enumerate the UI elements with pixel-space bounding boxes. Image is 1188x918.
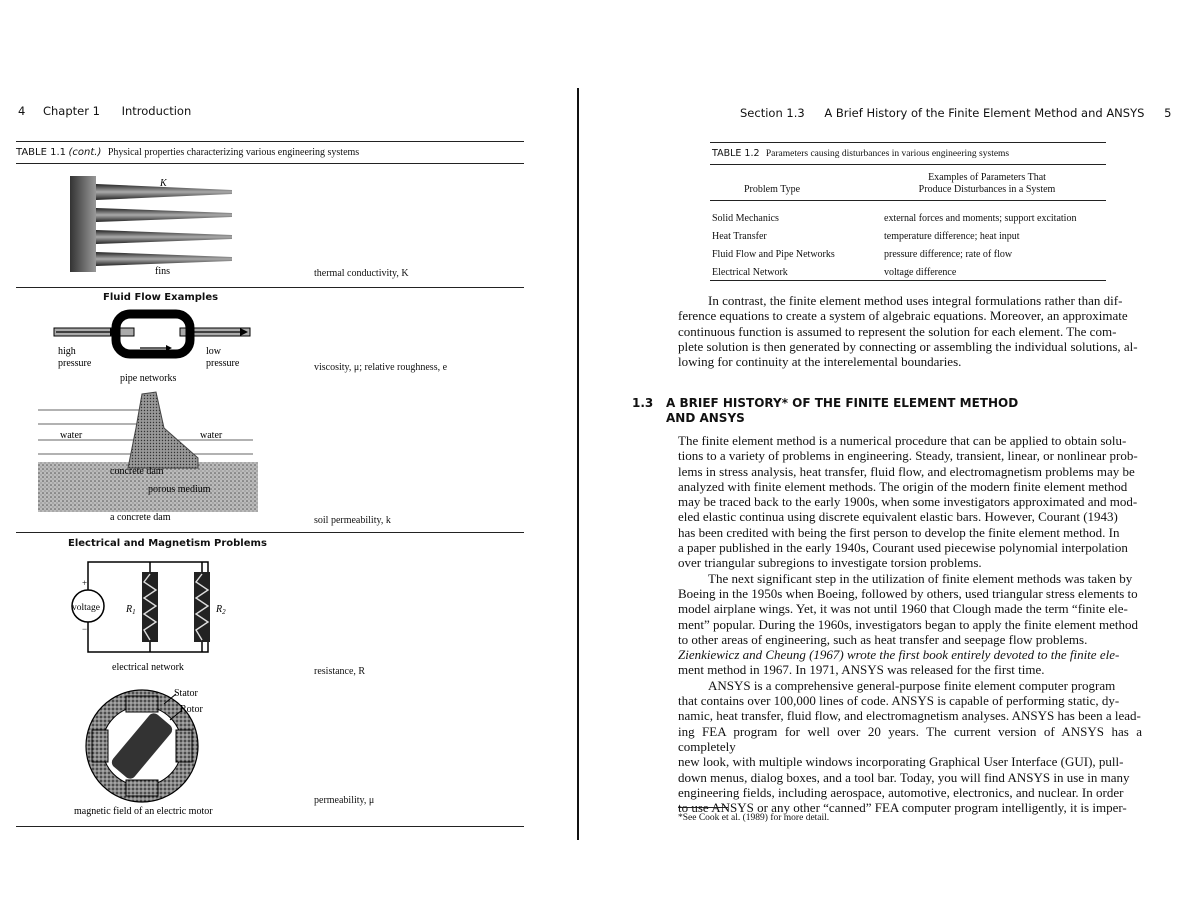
footnote: *See Cook et al. (1989) for more detail. — [678, 813, 830, 823]
fin-base — [70, 176, 96, 272]
row-rule-2 — [16, 532, 524, 533]
body-line: to use ANSYS or any other “canned” FEA computer program intelligently, it is imper- — [678, 800, 1127, 816]
table12-header-rule — [710, 200, 1106, 201]
motor-property: permeability, μ — [314, 795, 375, 806]
table12-caption-rule — [710, 164, 1106, 165]
body-line: The finite element method is a numerical procedure that can be applied to obtain solu- — [678, 433, 1127, 448]
fin-3 — [96, 230, 232, 244]
row-type: Electrical Network — [712, 266, 788, 278]
pipe-network-illustration — [40, 308, 270, 388]
rotor-label: Rotor — [180, 704, 203, 715]
row-type: Fluid Flow and Pipe Networks — [712, 248, 835, 260]
intro-paragraph — [678, 293, 1142, 369]
table-row — [712, 209, 1076, 227]
intro-line: continuous function is assumed to represent the solution for each element. The com- — [678, 323, 1117, 339]
body-line: Zienkiewicz and Cheung (1967) wrote the first book entirely devoted to the finite ele- — [678, 647, 1120, 663]
intro-line: plete solution is then generated by connecting or assembling the individual solutions, al- — [678, 338, 1138, 354]
body-line: tions to a variety of problems in engineering. Steady, transient, linear, or nonlinear prob- — [678, 448, 1138, 464]
r2-label: R — [216, 604, 223, 615]
body-line: to other areas of engineering, such as heat transfer and seepage flow problems. — [678, 631, 1088, 647]
section-heading — [632, 396, 1019, 426]
table12-bottom-rule — [710, 280, 1106, 281]
history-body — [678, 433, 1142, 815]
fluid-heading: Fluid Flow Examples — [103, 292, 219, 303]
electrical-property: resistance, R — [314, 666, 366, 677]
body-line: lems in stress analysis, heat transfer, fluid flow, and electromagnetism problems may be — [678, 463, 1135, 479]
fins-property: thermal conductivity, K — [314, 268, 409, 279]
row-params: external forces and moments; support excitation — [884, 212, 1077, 224]
section-title-line1: A BRIEF HISTORY* OF THE FINITE ELEMENT METHOD — [666, 396, 1019, 410]
dam-illustration — [38, 388, 258, 524]
label-pressure-left: pressure — [58, 358, 92, 369]
fin-4 — [96, 252, 232, 266]
chapter-label: Chapter 1 — [42, 104, 100, 118]
motor-illustration — [60, 680, 240, 820]
svg-text:R1 — [125, 604, 136, 616]
row-params: temperature difference; heat input — [884, 230, 1020, 242]
plus-label: + — [82, 578, 88, 588]
minus-label: − — [82, 624, 88, 634]
row-params: pressure difference; rate of flow — [884, 248, 1013, 260]
dam-body — [128, 392, 198, 468]
section-title-line2: AND ANSYS — [666, 411, 745, 425]
body-line: may be traced back to the early 1900s, when some investigators approximated and mod- — [678, 494, 1138, 510]
body-line: model airplane wings. Yet, it was not until 1960 that Clough made the term “finite ele- — [678, 601, 1128, 617]
intro-line: In contrast, the finite element method uses integral formulations rather than dif- — [708, 293, 1123, 308]
label-water-left: water — [60, 430, 83, 441]
label-porous: porous medium — [148, 484, 211, 495]
table11-cont: (cont.) — [68, 147, 102, 158]
electrical-network-illustration — [58, 556, 248, 676]
pipe-caption: pipe networks — [120, 373, 177, 384]
body-line: analyzed with finite element methods. The origin of the modern finite element method — [678, 478, 1128, 494]
left-running-head — [18, 104, 191, 118]
body-line: engineering fields, including aerospace, automotive, electronics, and nuclear. In order — [678, 784, 1124, 800]
page-spine — [577, 88, 579, 840]
electrical-caption: electrical network — [112, 662, 184, 673]
row-type: Solid Mechanics — [712, 212, 779, 224]
body-line: ANSYS is a comprehensive general-purpose finite element computer program — [708, 677, 1116, 693]
voltage-label: voltage — [72, 603, 100, 613]
dam-property: soil permeability, k — [314, 515, 391, 526]
table12-body — [712, 209, 1076, 281]
pipe-property: viscosity, μ; relative roughness, e — [314, 362, 448, 373]
table12-col2-header — [912, 172, 1062, 196]
body-line: namic, heat transfer, fluid flow, and electromagnetism analyses. ANSYS has been a lead- — [678, 708, 1141, 724]
table12-col1-header: Problem Type — [744, 184, 801, 195]
fins-caption: fins — [155, 266, 170, 277]
dam-caption: a concrete dam — [110, 512, 171, 523]
table12-caption: Parameters causing disturbances in various engineering systems — [765, 149, 1010, 159]
body-line: new look, with multiple windows incorporating Graphical User Interface (GUI), pull- — [678, 754, 1124, 770]
intro-line: ference equations to create a system of algebraic equations. Moreover, an approximate — [678, 308, 1128, 324]
body-line: Boeing in the 1950s when Boeing, followed by others, used triangular stress elements to — [678, 585, 1138, 601]
label-water-right: water — [200, 430, 223, 441]
table-bottom-rule — [16, 826, 524, 827]
footnote-rule — [678, 807, 728, 808]
table11-caption-line — [16, 147, 359, 158]
row-params: voltage difference — [884, 266, 957, 278]
table12-caption-line — [712, 148, 1009, 159]
table-top-rule — [16, 141, 524, 142]
right-running-head — [740, 106, 1171, 120]
section-header-title: A Brief History of the Finite Element Method and ANSYS — [824, 106, 1145, 120]
r2-subscript: 2 — [222, 608, 226, 616]
stator-label: Stator — [174, 688, 198, 699]
row-rule-1 — [16, 287, 524, 288]
fins-k-label: K — [160, 178, 167, 189]
fin-2 — [96, 208, 232, 222]
body-line: ing FEA program for well over 20 years. The current version of ANSYS has a completely — [678, 723, 1142, 754]
col2-header-line1: Examples of Parameters That — [928, 172, 1046, 183]
body-line: ment” popular. During the 1960s, investigators began to apply the finite element method — [678, 616, 1138, 632]
chapter-title: Introduction — [121, 104, 192, 118]
table-header-rule — [16, 163, 524, 164]
row-type: Heat Transfer — [712, 230, 767, 242]
label-pressure-right: pressure — [206, 358, 240, 369]
r1-subscript: 1 — [132, 608, 136, 616]
r1-label: R — [126, 604, 133, 615]
body-line: The next significant step in the utilization of finite element methods was taken by — [708, 570, 1133, 586]
section-header-number: Section 1.3 — [740, 106, 805, 120]
body-line: eled elastic continua using discrete equivalent elastic bars. However, Courant (1943) — [678, 509, 1118, 525]
body-line: has been credited with being the first person to develop the finite element method. In — [678, 524, 1120, 540]
body-line: a paper published in the early 1940s, Courant used piecewise polynomial interpolation — [678, 540, 1128, 556]
motor-caption: magnetic field of an electric motor — [74, 806, 213, 817]
table-row — [712, 263, 1076, 281]
table-row — [712, 245, 1076, 263]
label-high: high — [58, 346, 76, 357]
body-line: that contains over 100,000 lines of code. ANSYS is capable of performing static, dy- — [678, 693, 1120, 709]
col2-header-line2: Produce Disturbances in a System — [918, 184, 1056, 195]
table-row — [712, 227, 1076, 245]
body-line: ment method in 1967. In 1971, ANSYS was released for the first time. — [678, 662, 1045, 678]
right-page-number: 5 — [1164, 106, 1172, 120]
intro-line: lowing for continuity at the interelemental boundaries. — [678, 354, 962, 370]
body-line: down menus, dialog boxes, and a tool bar. Today, you will find ANSYS in use in many — [678, 769, 1130, 785]
svg-text:R2 — [215, 604, 226, 616]
electrical-heading: Electrical and Magnetism Problems — [68, 538, 267, 549]
fins-illustration — [60, 170, 240, 278]
label-low: low — [206, 346, 221, 357]
left-page-number: 4 — [18, 104, 26, 118]
section-number: 1.3 — [632, 396, 654, 410]
label-concrete: concrete dam — [110, 466, 164, 477]
body-line: over triangular subregions to investigate torsion problems. — [678, 555, 982, 571]
table12-top-rule — [710, 142, 1106, 143]
table11-label: TABLE 1.1 — [16, 147, 67, 158]
table11-caption: Physical properties characterizing various engineering systems — [107, 147, 360, 158]
table12-label: TABLE 1.2 — [712, 148, 760, 159]
